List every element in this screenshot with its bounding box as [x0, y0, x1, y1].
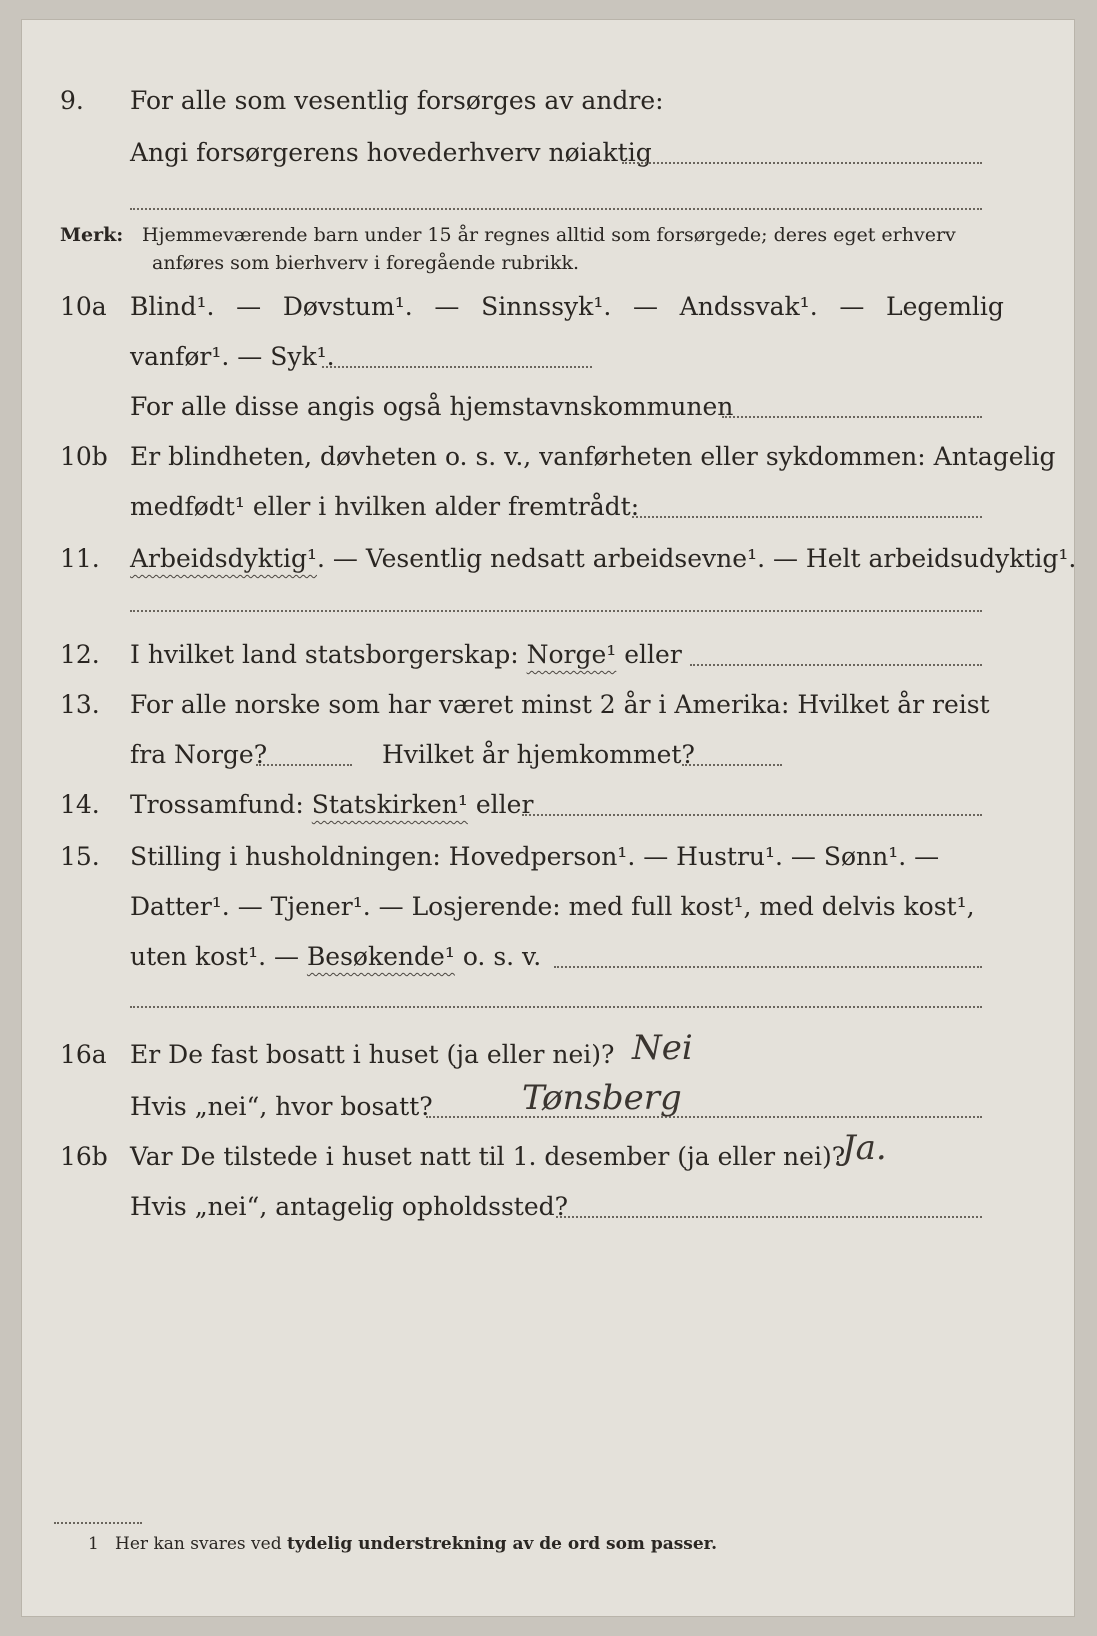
question-text — [130, 942, 541, 971]
question-number: 11. — [60, 544, 100, 573]
answer-field[interactable] — [130, 610, 982, 612]
question-text: Var De tilstede i huset natt til 1. desember (ja eller nei)? — [130, 1142, 846, 1171]
option-andssvak: Andssvak¹. — [679, 292, 818, 321]
handwritten-answer: Tønsberg — [522, 1078, 682, 1118]
question-number: 9. — [60, 86, 84, 115]
underlined-answer: Besøkende¹ — [306, 942, 455, 971]
answer-field[interactable] — [690, 664, 982, 666]
question-text: Datter¹. — Tjener¹. — Losjerende: med full kost¹, med delvis kost¹, — [130, 892, 975, 921]
question-label: o. s. v. — [462, 942, 542, 971]
question-text: Er blindheten, døvheten o. s. v., vanførheten eller sykdommen: Antagelig — [130, 442, 1056, 471]
question-text: Stilling i husholdningen: Hovedperson¹. — Hustru¹. — Sønn¹. — — [130, 842, 940, 871]
handwritten-answer: Ja. — [842, 1128, 887, 1168]
question-text: Hvis „nei“, antagelig opholdssted? — [130, 1192, 569, 1221]
dash: — — [839, 292, 865, 321]
option-blind: Blind¹. — [130, 292, 215, 321]
handwritten-answer: Nei — [632, 1028, 693, 1068]
footnote-text: Her kan svares ved — [115, 1534, 282, 1554]
note-text: Hjemmeværende barn under 15 år regnes alltid som forsørgede; deres eget erhverv — [142, 224, 956, 246]
question-text: Er De fast bosatt i huset (ja eller nei)? — [130, 1040, 615, 1069]
question-number: 16b — [60, 1142, 108, 1171]
option-legemlig: Legemlig — [886, 292, 1004, 321]
footnote-text-bold: tydelig understrekning av de ord som passer. — [286, 1534, 717, 1554]
question-text: Hvilket år hjemkommet? — [382, 740, 695, 769]
answer-field[interactable] — [554, 966, 982, 968]
question-number: 10a — [60, 292, 107, 321]
dash: — — [236, 292, 262, 321]
question-text — [130, 640, 682, 669]
question-text — [130, 544, 1076, 573]
answer-field[interactable] — [682, 764, 782, 766]
question-text: For alle som vesentlig forsørges av andre: — [130, 86, 664, 115]
question-text: fra Norge? — [130, 740, 268, 769]
dash: — — [434, 292, 460, 321]
question-text: For alle disse angis også hjemstavnskommunen — [130, 392, 734, 421]
question-text: Hvis „nei“, hvor bosatt? — [130, 1092, 433, 1121]
answer-field[interactable] — [632, 516, 982, 518]
question-text-rest: . — Vesentlig nedsatt arbeidsevne¹. — Helt arbeidsudyktig¹. — [316, 544, 1077, 573]
question-label: eller — [475, 790, 534, 819]
question-number: 16a — [60, 1040, 107, 1069]
answer-field[interactable] — [130, 208, 982, 210]
answer-field[interactable] — [322, 366, 592, 368]
question-text: Angi forsørgerens hovederhverv nøiaktig — [130, 138, 652, 167]
answer-field[interactable] — [556, 1216, 982, 1218]
question-label: Trossamfund: — [130, 790, 304, 819]
footnote — [88, 1534, 717, 1554]
answer-field[interactable] — [426, 1116, 982, 1118]
question-text — [130, 292, 1004, 321]
option-sinnssyk: Sinnssyk¹. — [481, 292, 612, 321]
question-text: vanfør¹. — Syk¹. — [130, 342, 335, 371]
underlined-answer: Arbeidsdyktig¹ — [130, 544, 317, 573]
census-form-page — [22, 20, 1077, 1616]
note-text: anføres som bierhverv i foregående rubrikk. — [152, 252, 580, 274]
underlined-answer: Statskirken¹ — [311, 790, 468, 819]
question-text: medfødt¹ eller i hvilken alder fremtrådt: — [130, 492, 640, 521]
footnote-marker: 1 — [88, 1534, 99, 1554]
question-number: 10b — [60, 442, 108, 471]
question-number: 14. — [60, 790, 100, 819]
underlined-answer: Norge¹ — [526, 640, 617, 669]
answer-field[interactable] — [130, 1006, 982, 1008]
answer-field[interactable] — [622, 162, 982, 164]
question-number: 13. — [60, 690, 100, 719]
question-number: 12. — [60, 640, 100, 669]
question-label: I hvilket land statsborgerskap: — [130, 640, 519, 669]
question-number: 15. — [60, 842, 100, 871]
question-label: uten kost¹. — — [130, 942, 299, 971]
footnote-rule — [54, 1522, 142, 1524]
question-text — [130, 790, 533, 819]
answer-field[interactable] — [256, 764, 352, 766]
answer-field[interactable] — [522, 814, 982, 816]
dash: — — [632, 292, 658, 321]
answer-field[interactable] — [722, 416, 982, 418]
option-dovstum: Døvstum¹. — [282, 292, 413, 321]
note-label: Merk: — [60, 224, 124, 246]
question-text: For alle norske som har været minst 2 år i Amerika: Hvilket år reist — [130, 690, 990, 719]
question-label: eller — [624, 640, 682, 669]
